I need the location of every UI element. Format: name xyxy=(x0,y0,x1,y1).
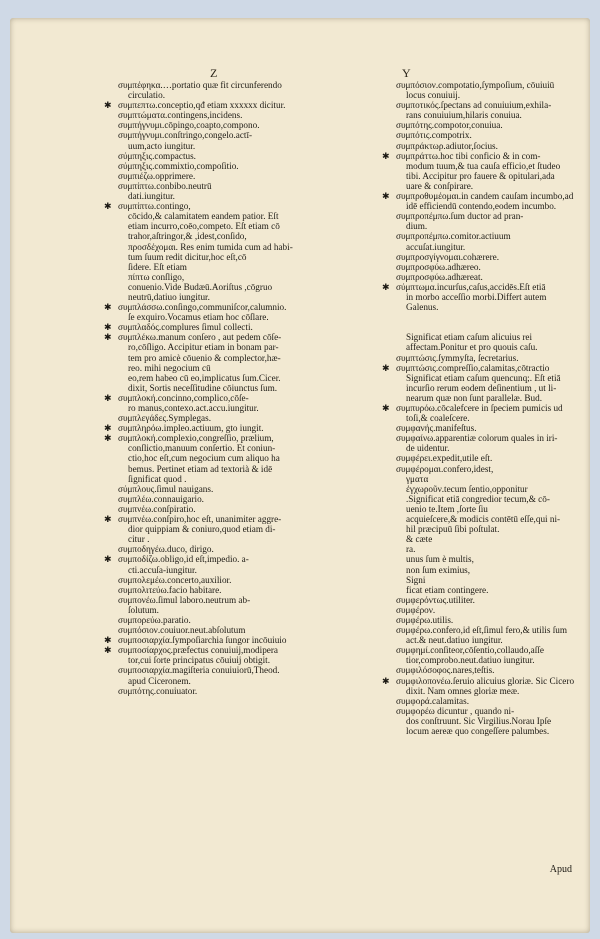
entry-line: συμπροπέμπω.ſum ductor ad pran- xyxy=(396,211,524,222)
dictionary-entry xyxy=(118,171,340,181)
entry-line: tior,comprobo.neut.datiuo iungitur. xyxy=(406,655,535,666)
dictionary-entry xyxy=(396,605,600,615)
entry-line: συμποτικός.ſpectans ad conuiuium,exhila- xyxy=(396,100,552,111)
dictionary-entry xyxy=(396,252,600,262)
entry-line: συμπροσφύω.adhæreo. xyxy=(396,261,481,272)
entry-line: σύμπλους.ſimul nauigans. xyxy=(118,483,214,494)
entry-line: dixit, Sortis neceſſitudine cōiunctus ſum. xyxy=(128,382,278,393)
entry-line: συμφέρομαι.confero,idest, xyxy=(396,463,494,474)
entry-line: tem pro amicè cōuenio & complector,hæ- xyxy=(128,352,281,363)
entry-line: συμπλεγάδες.Symplegas. xyxy=(118,413,211,424)
dictionary-entry xyxy=(396,272,600,282)
entry-line: .Significat etiā congredior tecum,& cō- xyxy=(406,493,550,504)
entry-line: γματα xyxy=(406,473,429,484)
dictionary-entry xyxy=(396,645,600,665)
entry-line: συμπήγνυμι.conſtringo,congelo.actī- xyxy=(118,130,253,141)
entry-line: tum ſuum redit dicitur,hoc eſt,cō xyxy=(128,251,247,262)
entry-line: nearum quæ non ſunt parallelæ. Bud. xyxy=(406,392,543,403)
dictionary-entry xyxy=(396,464,600,595)
entry-line: ✱ συμπλάσσω.conſingo,communiſcor,calumnio. xyxy=(118,302,287,313)
entry-line: uum,acto iungitur. xyxy=(128,140,196,151)
entry-line: ſidere. Eſt etiam xyxy=(128,261,187,272)
dictionary-entry xyxy=(396,706,600,736)
entry-line: σύμπηξις.compactus. xyxy=(118,150,196,161)
entry-line: ctio,hoc eſt,cum negocium cum aliquo ha xyxy=(128,453,280,464)
entry-line xyxy=(396,312,600,322)
dictionary-entry xyxy=(118,100,340,110)
entry-line: συμπίπτω.conbibo.neutrū xyxy=(118,180,212,191)
entry-line: ✱ συμπροθυμέομαι.in candem cauſam incumbo,ad xyxy=(396,191,574,202)
entry-line: etiam incurro,coēo,competo. Eſt etiam cō xyxy=(128,221,280,232)
entry-line: ✱ συμπράττω.hoc tibi conficio & in com- xyxy=(396,150,541,161)
entry-line: eo,rem habeo cū eo,implicatus ſum.Cicer. xyxy=(128,372,281,383)
left-column xyxy=(118,80,340,696)
header-left-letter: Z xyxy=(210,66,218,80)
entry-line: συμπροσγίγνομαι.cohærere. xyxy=(396,251,500,262)
dictionary-entry xyxy=(118,686,340,696)
dictionary-entry xyxy=(396,231,600,251)
dictionary-entry xyxy=(118,433,340,483)
entry-line: ro,cōſligo. Accipitur etiam in bonam par- xyxy=(128,342,279,353)
dictionary-entry xyxy=(396,151,600,191)
entry-line: συμπροσφύω.adhæreat. xyxy=(396,271,483,282)
entry-line: ✱ συμπνέω.conſpiro,hoc eſt, unanimiter aggre- xyxy=(118,514,282,525)
dictionary-entry xyxy=(396,211,600,231)
entry-line: locum aereæ quo congeſſere palumbes. xyxy=(406,726,550,736)
dictionary-entry xyxy=(118,181,340,201)
dictionary-entry xyxy=(118,504,340,514)
entry-line: συμπήγνυμι.cōpingo,coapto,compono. xyxy=(118,120,260,131)
entry-line: ✱ συμπυρόω.cōcalefcere in ſpeciem pumicis ud xyxy=(396,403,563,413)
entry-line: ro manus,contexo.act.accu.iungitur. xyxy=(128,403,259,413)
dictionary-entry xyxy=(118,665,340,685)
entry-line: dior quippiam & coniuro,quod etiam di- xyxy=(128,524,276,535)
entry-line: ✱ συμπλαδός.complures ſimul collecti. xyxy=(118,322,253,333)
entry-line: συμπότης.conuiuator. xyxy=(118,685,198,696)
entry-line xyxy=(396,322,600,332)
entry-line: πίπτω conſligo, xyxy=(128,271,185,282)
entry-line: dixit. Nam omnes gloriæ meæ. xyxy=(406,685,520,696)
entry-line: συμπολεμέω.concerto,auxilior. xyxy=(118,574,232,585)
dictionary-entry xyxy=(118,575,340,585)
dictionary-entry xyxy=(118,322,340,332)
entry-line: uare & conſpirare. xyxy=(406,180,474,191)
entry-line: συμπόσιον.compotatio,ſympoſium, cōuiuiū xyxy=(396,80,555,90)
dictionary-entry xyxy=(118,494,340,504)
dictionary-entry xyxy=(118,302,340,322)
entry-line: act.& neut.datiuo iungitur. xyxy=(406,635,503,646)
dictionary-entry xyxy=(396,80,600,100)
entry-line: ✱ σύμπτωμα.incurſus,caſus,accidēs.Eſt etiā xyxy=(396,281,546,292)
entry-line: συμφερόντως.utiliter. xyxy=(396,594,475,605)
entry-line: & cæte xyxy=(406,534,433,545)
entry-line: ✱ συμπτώσις.compreſſio,calamitas,cōtractio xyxy=(396,362,550,373)
dictionary-entry xyxy=(118,514,340,544)
dictionary-entry xyxy=(118,595,340,615)
entry-line: hil præcipuū ſibi poſtulat. xyxy=(406,524,500,535)
entry-line: συμπόσιον.couiuor.neut.abſolutum xyxy=(118,625,246,636)
entry-line: συμπέφηκα.…portatio quæ fit circunferendo xyxy=(118,80,282,90)
entry-line: conſlictio,manuum conſertio. Et coniun- xyxy=(128,443,276,454)
entry-line: ✱ συμπλοκή.complexio,congreſſio, prælium, xyxy=(118,433,274,444)
entry-line: ἐγχωροῦν.tecum ſentio,opponitur xyxy=(406,483,528,494)
right-column xyxy=(396,80,600,736)
dictionary-entry xyxy=(396,676,600,696)
dictionary-entry xyxy=(396,423,600,433)
entry-line: de uidentur. xyxy=(406,443,450,454)
entry-line: in morbo acceſſio morbi.Differt autem xyxy=(406,291,547,302)
dictionary-entry xyxy=(396,696,600,706)
entry-line: Significat etiam caſum quencunq;. Eſt etiā xyxy=(406,372,561,383)
entry-line: ✱ συμφιλοπονέω.ſeruio alicuius gloriæ. Sic Cicero xyxy=(396,675,575,686)
entry-line: ra. xyxy=(406,544,416,555)
entry-line: συμφέρω.confero,id eſt,ſimul fero,& utilis ſum xyxy=(396,625,567,636)
dictionary-entry xyxy=(396,282,600,353)
dictionary-entry xyxy=(396,615,600,625)
dictionary-entry xyxy=(118,151,340,161)
entry-line: ✱ συμπληρόω.impleo.actiuum, gto iungit. xyxy=(118,423,264,434)
dictionary-entry xyxy=(396,595,600,605)
entry-line: συμποδηγέω.duco, dirigo. xyxy=(118,544,214,555)
entry-line: συμπότης.compotor,conuiua. xyxy=(396,120,503,131)
entry-line: circulatio. xyxy=(128,90,165,101)
dictionary-entry xyxy=(396,403,600,423)
dictionary-entry xyxy=(396,353,600,363)
entry-line: συμπλέω.connauigario. xyxy=(118,493,204,504)
entry-line: ✱ συμποσιαρχία.ſympoſiarchia ſungor incōuiuio xyxy=(118,635,287,646)
dictionary-entry xyxy=(118,423,340,433)
entry-line: locus conuiuij. xyxy=(406,90,461,101)
entry-line: bemus. Pertinet etiam ad textorià & idē xyxy=(128,463,273,474)
entry-line: trahor,aſtringor,& ,idest,conſido, xyxy=(128,231,247,242)
entry-line: συμπνέω.conſpiratio. xyxy=(118,503,196,514)
entry-line: cti.accuſa-iungitur. xyxy=(128,564,197,575)
entry-line: toſi,& coaleſcere. xyxy=(406,413,470,424)
entry-line: συμφορά.calamitas. xyxy=(396,695,470,706)
entry-line: συμπορεύω.paratio. xyxy=(118,614,191,625)
dictionary-entry xyxy=(396,665,600,675)
entry-line: ✱ συμπίπτω.contingo, xyxy=(118,201,191,212)
entry-line: συμφέρον. xyxy=(396,604,436,615)
entry-line: συμφορέω dicuntur , quando ni- xyxy=(396,705,515,716)
entry-line: προσδέχομαι. Res enim tumida cum ad habi- xyxy=(128,241,293,252)
entry-line: ✱ συμπεπτω.conceptio,qđ etiam xxxxxx dicitur. xyxy=(118,100,286,111)
entry-line: συμφαίνω.apparentiæ colorum quales in iri- xyxy=(396,433,558,444)
entry-line: conuenio.Vide Budæū.Aoriſtus ,cōgruo xyxy=(128,281,273,292)
entry-line: ſe exquiro.Vocamus etiam hoc cōſlare. xyxy=(128,312,269,323)
entry-line: ſignificat quod . xyxy=(128,473,187,484)
dictionary-entry xyxy=(118,393,340,413)
dictionary-entry xyxy=(118,645,340,665)
dictionary-entry xyxy=(118,161,340,171)
header-right-letter: Y xyxy=(402,66,411,80)
entry-line: Significat etiam caſum alicuius rei xyxy=(406,332,533,343)
entry-line: συμφέρω.utilis. xyxy=(396,614,454,625)
entry-line: συμφέρει.expedit,utile eſt. xyxy=(396,453,493,464)
dictionary-entry xyxy=(118,484,340,494)
entry-line: συμφημί.conſiteor,cōſentio,collaudo,aſſe xyxy=(396,645,544,656)
entry-line: Galenus. xyxy=(406,302,439,313)
dictionary-entry xyxy=(396,141,600,151)
entry-line: tibi. Accipitur pro fauere & opitulari,ada xyxy=(406,170,555,181)
entry-line: cōcido,& calamitatem eandem patior. Eſt xyxy=(128,211,279,222)
entry-line: dium. xyxy=(406,221,428,232)
dictionary-entry xyxy=(396,262,600,272)
entry-line: συμπροπέμπω.comitor.actiuum xyxy=(396,231,511,242)
dictionary-entry xyxy=(118,80,340,100)
dictionary-entry xyxy=(396,363,600,403)
entry-line: modum tuum,& tua cauſa efficio,et ſtudeo xyxy=(406,160,561,171)
dictionary-entry xyxy=(118,625,340,635)
entry-line: συμπονέω.ſimul laboro.neutrum ab- xyxy=(118,594,251,605)
entry-line: idē efficiendū contendo,eodem incumbo. xyxy=(406,201,557,212)
entry-line: συμπτώματα.contingens,incidens. xyxy=(118,110,243,121)
dictionary-entry xyxy=(118,130,340,150)
entry-line: ✱ συμποδίζω.obligo,id eſt,impedio. a- xyxy=(118,554,249,565)
dictionary-entry xyxy=(118,615,340,625)
entry-line: συμφιλόσοφος.nares,teſtis. xyxy=(396,665,495,676)
entry-line: neutrū,datiuo iungitur. xyxy=(128,291,210,302)
dictionary-entry xyxy=(118,201,340,302)
entry-line: non ſum eximius, xyxy=(406,564,471,575)
entry-line: συμπότις.compotrix. xyxy=(396,130,472,141)
dictionary-entry xyxy=(118,332,340,393)
book-page xyxy=(10,18,590,933)
dictionary-entry xyxy=(396,433,600,453)
dictionary-entry xyxy=(118,413,340,423)
entry-line: ſolutum. xyxy=(128,604,159,615)
dictionary-entry xyxy=(396,453,600,463)
entry-line: συμφανής.manifeſtus. xyxy=(396,423,477,434)
entry-line: ✱ συμπλοκή.concinno,complico,cōſe- xyxy=(118,392,249,403)
dictionary-entry xyxy=(396,625,600,645)
entry-line: ✱ συμποσίαρχος.præfectus conuiuij,modipera xyxy=(118,645,279,656)
entry-line: dos conſtruunt. Sic Virgilius.Norau Ipſe xyxy=(406,715,552,726)
entry-line: acquieſcere,& modicis contētū eſſe,qui ni- xyxy=(406,514,561,525)
entry-line: apud Ciceronem. xyxy=(128,675,191,686)
entry-line: rans conuiuium,hilaris conuiua. xyxy=(406,110,522,121)
dictionary-entry xyxy=(396,130,600,140)
entry-line: accuſat.iungitur. xyxy=(406,241,466,252)
entry-line: συμπολιτεύω.facio habitare. xyxy=(118,584,222,595)
dictionary-entry xyxy=(396,100,600,120)
entry-line: tor,cui ſorte principatus cōuiuij obtigit. xyxy=(128,655,271,666)
entry-line: citur . xyxy=(128,534,150,545)
entry-line: σύμπηξις.commixtio,compoſitio. xyxy=(118,160,239,171)
dictionary-entry xyxy=(396,191,600,211)
entry-line: συμποσιαρχία.magiſteria conuiuiorū,Theod. xyxy=(118,665,280,676)
dictionary-entry xyxy=(118,544,340,554)
entry-line: incurſio rerum eodem deſinentium , ut li- xyxy=(406,382,557,393)
entry-line: reo. mihi negocium cū xyxy=(128,362,211,373)
dictionary-entry xyxy=(396,120,600,130)
catchword: Apud xyxy=(549,864,572,875)
entry-line: dati.iungitur. xyxy=(128,191,175,202)
entry-line: Signi xyxy=(406,574,426,585)
dictionary-entry xyxy=(118,585,340,595)
entry-line: συμπτώσις.ſymmyſta, ſecretarius. xyxy=(396,352,519,363)
entry-line: συμπιέζω.opprimere. xyxy=(118,170,196,181)
entry-line: ✱ συμπλέκω.manum conſero , aut pedem cōſe- xyxy=(118,332,282,343)
entry-line: affectam.Ponitur et pro quouis caſu. xyxy=(406,342,538,353)
entry-line: συμπράκτωρ.adiutor,ſocius. xyxy=(396,140,498,151)
dictionary-entry xyxy=(118,110,340,120)
dictionary-entry xyxy=(118,554,340,574)
entry-line: unus ſum è multis, xyxy=(406,554,474,565)
entry-line: ficat etiam contingere. xyxy=(406,584,489,595)
dictionary-entry xyxy=(118,120,340,130)
entry-line: uenio te.Item ,ſorte ſiu xyxy=(406,503,488,514)
dictionary-entry xyxy=(118,635,340,645)
